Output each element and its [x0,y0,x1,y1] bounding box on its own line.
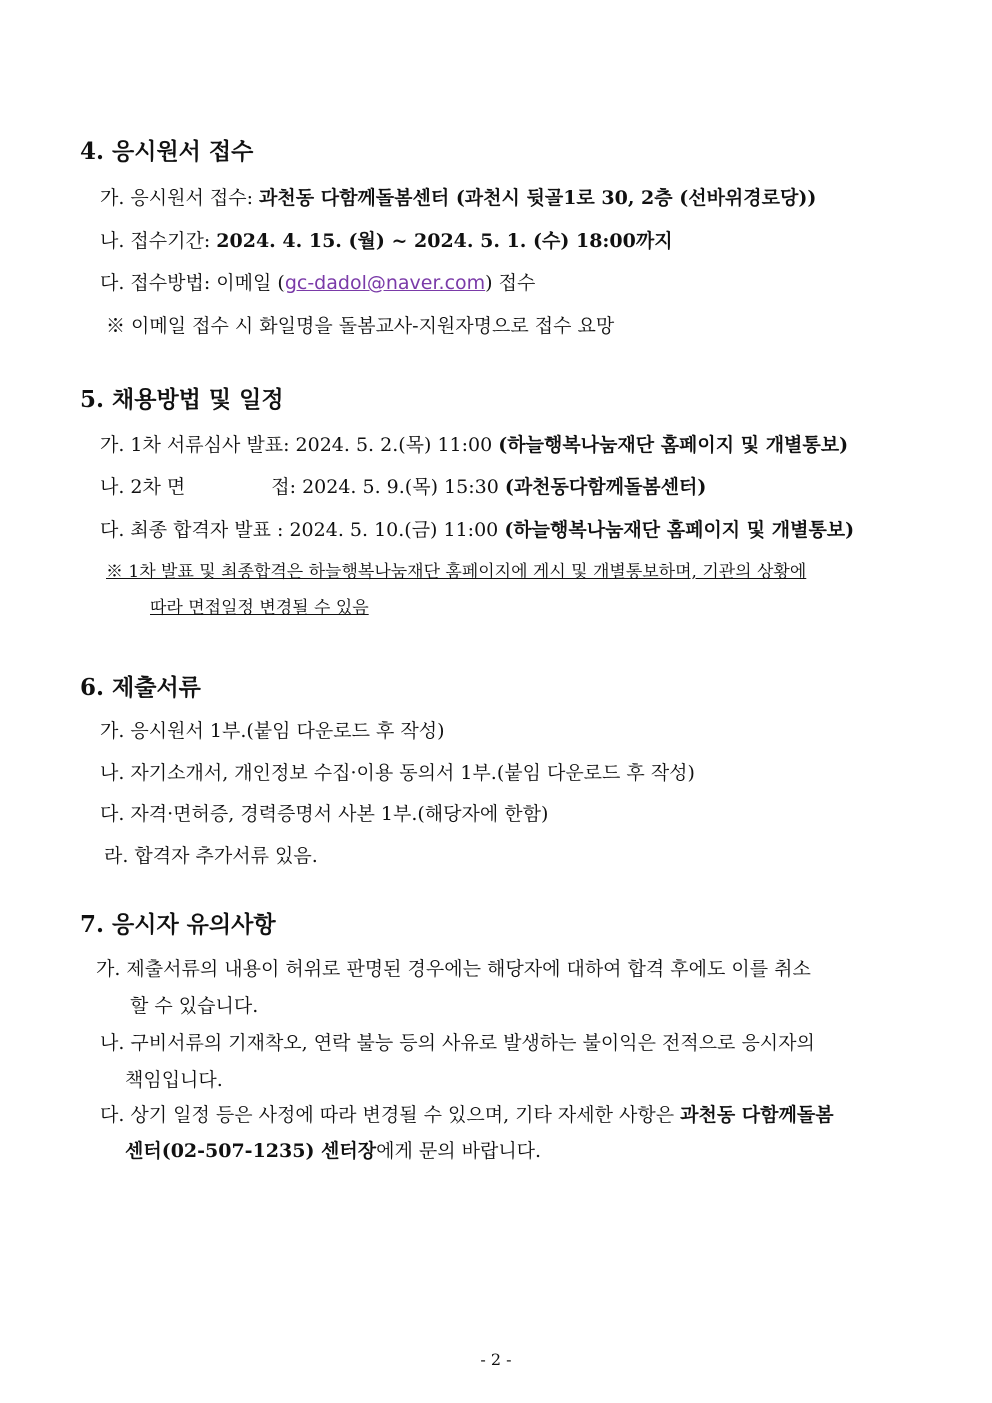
s5-note-line2: 따라 면접일정 변경될 수 있음 [150,598,369,618]
s7-item-b-line1: 나. 구비서류의 기재착오, 연락 불능 등의 사유로 발생하는 불이익은 전적으로 응시자의 [100,1032,815,1054]
s7-item-b-line2: 책임입니다. [125,1069,223,1091]
s7-item-c-label: 다. 상기 일정 등은 사정에 따라 변경될 수 있으며, 기타 자세한 사항은 [100,1104,681,1126]
s4-item-b-label: 나. 접수기간: [100,230,217,252]
s5-item-c [100,515,854,542]
s4-item-a-label: 가. 응시원서 접수: [100,187,260,209]
s7-item-c2-suffix: 에게 문의 바랍니다. [376,1140,542,1162]
s5-note-line1: ※ 1차 발표 및 최종합격은 하늘행복나눔재단 홈페이지에 게시 및 개별통보하며, 기관의 상황에 [106,562,807,582]
s5-item-c-label: 다. 최종 합격자 발표 : 2024. 5. 10.(금) 11:00 [100,519,505,541]
s6-item: 나. 자기소개서, 개인정보 수집·이용 동의서 1부.(붙임 다운로드 후 작성) [100,762,695,784]
s5-item-b-label2: 접: 2024. 5. 9.(목) 15:30 [271,476,505,498]
s4-item-c-suffix: ) 접수 [485,272,536,294]
s5-item-a-bold: (하늘행복나눔재단 홈페이지 및 개별통보) [498,434,849,456]
s4-item-b [100,226,673,253]
section-5-title: 5. 채용방법 및 일정 [80,386,284,413]
s6-item: 라. 합격자 추가서류 있음. [104,845,318,867]
s7-item-a-line2: 할 수 있습니다. [130,995,259,1017]
page-number: - 2 - [480,1350,512,1369]
section-7-title: 7. 응시자 유의사항 [80,911,276,938]
s7-item-c-line2 [125,1136,541,1163]
s7-item-c-line1 [100,1100,834,1127]
s6-item: 가. 응시원서 1부.(붙임 다운로드 후 작성) [100,720,445,742]
s4-item-a [100,183,816,210]
email-link[interactable]: gc-dadol@naver.com [284,272,486,294]
section-6-title: 6. 제출서류 [80,674,201,701]
section-4-title: 4. 응시원서 접수 [80,138,254,165]
s7-item-c2-bold: 센터(02-507-1235) 센터장 [125,1140,377,1162]
s5-item-b [100,472,706,499]
s5-item-a [100,430,848,457]
s4-item-c [100,268,535,295]
s4-item-b-bold: 2024. 4. 15. (월) ~ 2024. 5. 1. (수) 18:00까지 [216,230,673,252]
s5-item-c-bold: (하늘행복나눔재단 홈페이지 및 개별통보) [504,519,855,541]
s7-item-c-bold: 과천동 다함께돌봄 [680,1104,834,1126]
s4-item-c-label: 다. 접수방법: 이메일 ( [100,272,285,294]
s5-item-b-label1: 나. 2차 면 [100,476,186,498]
s5-item-b-bold: (과천동다함께돌봄센터) [504,476,707,498]
s4-item-a-bold: 과천동 다함께돌봄센터 (과천시 뒷골1로 30, 2층 (선바위경로당)) [259,187,817,209]
s7-item-a-line1: 가. 제출서류의 내용이 허위로 판명된 경우에는 해당자에 대하여 합격 후에도 이를 취소 [96,958,811,980]
s6-item: 다. 자격·면허증, 경력증명서 사본 1부.(해당자에 한함) [100,803,549,825]
s4-note: ※ 이메일 접수 시 화일명을 돌봄교사-지원자명으로 접수 요망 [106,315,615,337]
s5-item-a-label: 가. 1차 서류심사 발표: 2024. 5. 2.(목) 11:00 [100,434,499,456]
